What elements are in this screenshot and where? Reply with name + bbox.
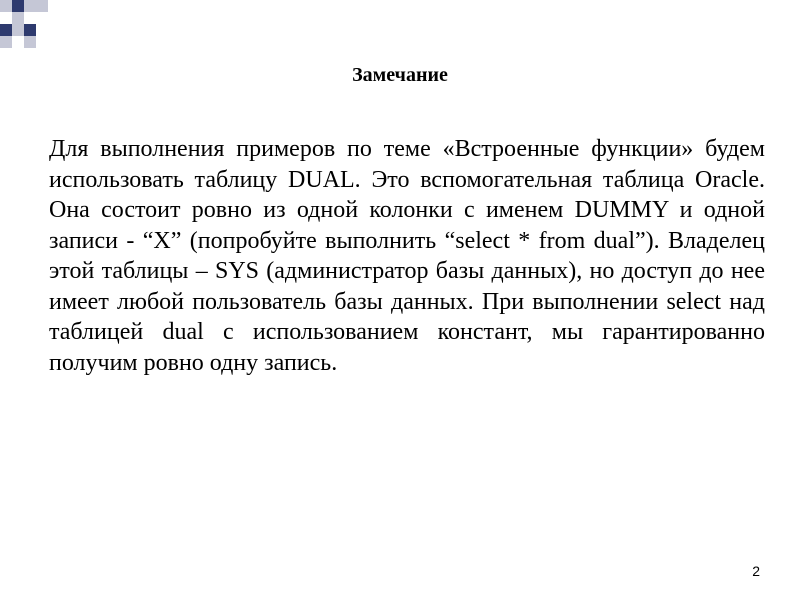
slide-body-text: Для выполнения примеров по теме «Встроенные функции» будем использовать таблицу DUAL. Это вспомогательная таблица Oracle. Она состоит ровно из одной колонки с именем DUMMY и одной записи - “X” (попробуйте выполнить “select * from dual”). Владелец этой таблицы – SYS (администратор базы данных), но доступ до нее имеет любой пользователь базы данных. При выполнении select над таблицей dual с использованием констант, мы гарантированно получим ровно одну запись. [49, 136, 765, 376]
page-number: 2 [752, 563, 760, 579]
slide-title: Замечание [352, 64, 448, 86]
checkered-squares-decoration-icon [0, 0, 64, 52]
